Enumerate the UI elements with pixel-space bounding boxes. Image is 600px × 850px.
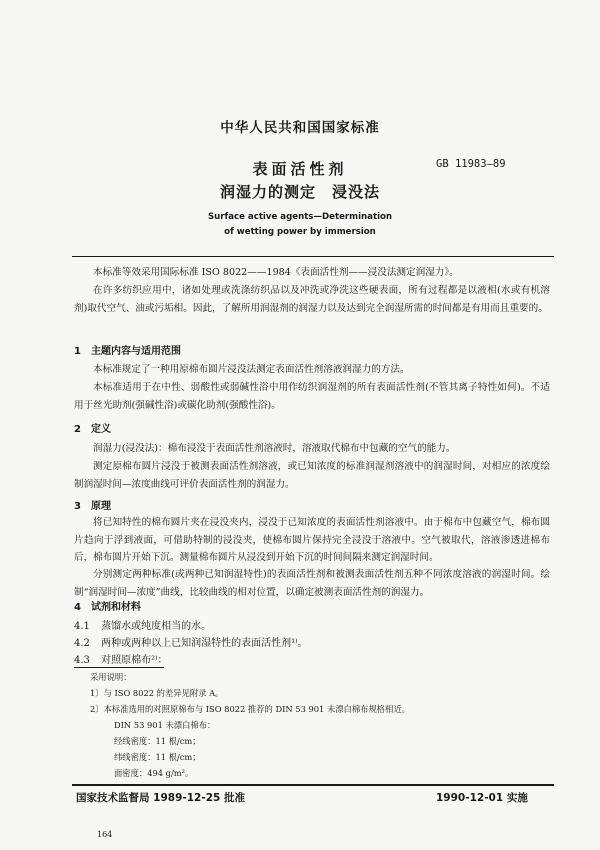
standard-code: GB 11983—89 (436, 158, 506, 170)
list-item (74, 634, 308, 649)
header-divider (72, 256, 554, 257)
english-title-line-2: of wetting power by immersion (224, 227, 376, 237)
title-line-2: 润湿力的测定 浸没法 (219, 183, 380, 201)
section-3-heading: 3 原理 (74, 501, 111, 512)
fabric-spec-area: 面密度：494 g/m²。 (114, 768, 194, 778)
item-number: 4.2 (74, 638, 90, 649)
english-title-line-1: Surface active agents—Determination (207, 212, 393, 222)
footnote-label: 采用说明： (90, 672, 132, 682)
section-1-heading: 1 主题内容与适用范围 (74, 346, 181, 357)
footnote-1: 1〕与 ISO 8022 的差异见附录 A。 (90, 688, 224, 698)
list-item (74, 651, 168, 666)
section-3-paragraph-2: 分别测定两种标准(或两种已知润湿特性)的表面活性剂和被测表面活性剂五种不同浓度溶液的润湿时间。绘制“润湿时间—浓度”曲线，比较曲线的相对位置，以确定被测表面活性剂的润湿力。 (74, 569, 550, 598)
item-text: 对照原棉布²⁾： (101, 655, 168, 666)
item-text: 两种或两种以上已知润湿特性的表面活性剂¹⁾。 (101, 638, 308, 649)
page-number: 164 (97, 830, 113, 839)
footer-divider (72, 784, 554, 786)
title-line-1: 表面活性剂 (252, 160, 348, 178)
section-2-heading: 2 定义 (74, 424, 111, 435)
intro-paragraph-1: 本标准等效采用国际标准 ISO 8022——1984《表面活性剂——浸没法测定润湿力》。 (93, 267, 459, 278)
item-number: 4.3 (74, 655, 90, 666)
fabric-spec-warp: 经线密度：11 根/cm； (114, 736, 201, 746)
intro-paragraph-2: 在许多纺织应用中，诸如处理或洗涤纺织品以及冲洗或净洗这些硬表面，所有过程都是以液相(水或有机溶剂)取代空气、油或污垢相。因此，了解所用润湿剂的润湿力以及达到完全润湿所需的时间都是有用而且重要的。 (74, 285, 550, 314)
footnote-2: 2〕本标准选用的对照原棉布与 ISO 8022 推荐的 DIN 53 901 未漂白棉布规格相近。 (90, 704, 410, 714)
section-3-paragraph-1: 将已知特性的棉布圆片夹在浸没夹内，浸没于已知浓度的表面活性剂溶液中。由于棉布中包藏空气，棉布圆片趋向于浮到液面，可借助特制的浸没夹，使棉布圆片保持完全浸没于溶液中。空气被取代，溶液渗透进棉布后，棉布圆片开始下沉。测量棉布圆片从浸没到开始下沉的时间间隔来测定润湿时间。 (74, 517, 550, 563)
fabric-spec-weft: 纬线密度：11 根/cm； (114, 752, 201, 762)
section-1-paragraph-2: 本标准适用于在中性、弱酸性或弱碱性浴中用作纺织润湿剂的所有表面活性剂(不管其离子特性如何)。不适用于丝光助剂(强碱性浴)或碳化助剂(强酸性浴)。 (74, 382, 550, 411)
footnote-divider (74, 667, 164, 668)
section-2-paragraph-2: 测定原棉布圆片浸没于被测表面活性剂溶液，或已知浓度的标准润湿剂溶液中的润湿时间，对相应的浓度绘制润湿时间—浓度曲线可评价表面活性剂的润湿力。 (74, 461, 550, 490)
item-text: 蒸馏水或纯度相当的水。 (101, 621, 212, 632)
list-item (74, 617, 211, 632)
national-standard-heading: 中华人民共和国国家标准 (220, 120, 380, 136)
fabric-spec-title: DIN 53 901 未漂白棉布： (114, 720, 216, 730)
item-number: 4.1 (74, 621, 90, 632)
approval-date: 国家技术监督局 1989-12-25 批准 (76, 792, 245, 804)
section-2-paragraph-1: 润湿力(浸没法)：棉布浸没于表面活性剂溶液时，溶液取代棉布中包藏的空气的能力。 (93, 443, 456, 454)
section-4-heading: 4 试剂和材料 (74, 602, 141, 613)
implementation-date: 1990-12-01 实施 (436, 792, 528, 804)
section-1-paragraph-1: 本标准规定了一种用原棉布圆片浸没法测定表面活性剂溶液润湿力的方法。 (93, 364, 410, 375)
